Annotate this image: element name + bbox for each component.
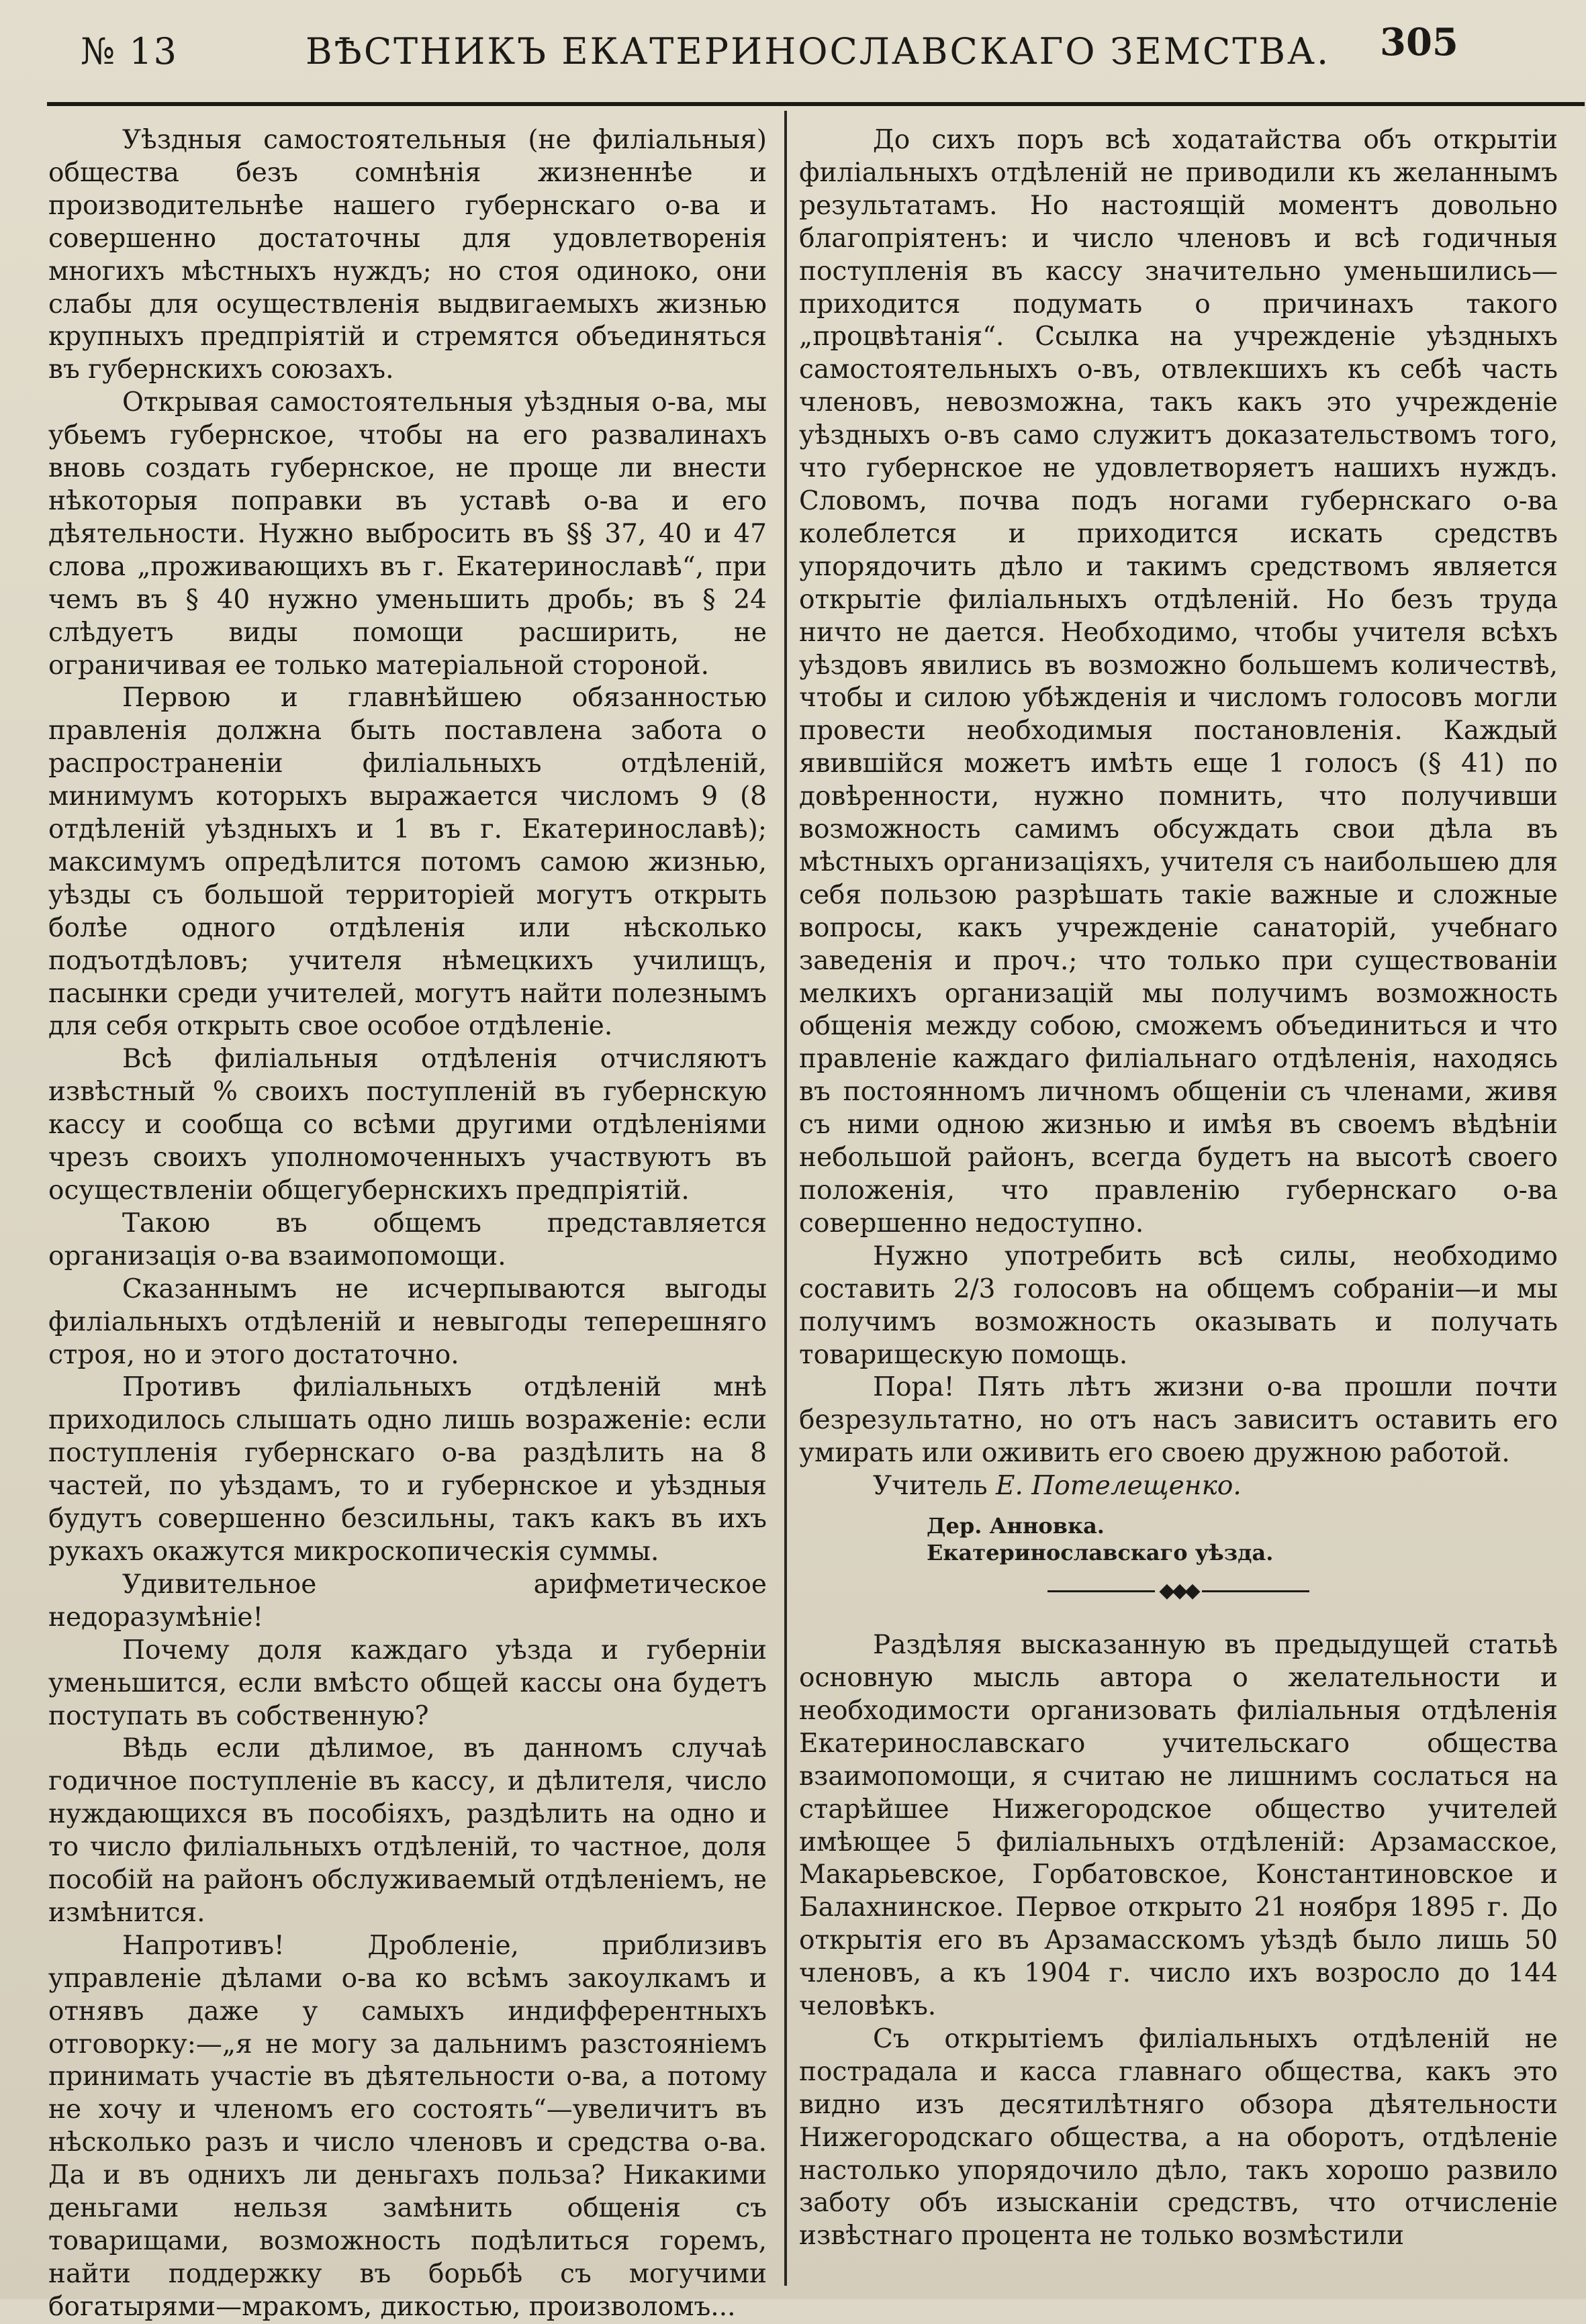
diamond-ornament-icon: ◆◆◆: [1159, 1578, 1198, 1602]
page-header: [0, 0, 1586, 101]
masthead-title: ВѢСТНИКЪ ЕКАТЕРИНОСЛАВСКАГО ЗЕМСТВА.: [306, 30, 1331, 72]
paragraph: Сказаннымъ не исчерпываются выгоды филіальныхъ отдѣленій и невыгоды теперешняго строя, но и этого достаточно.: [48, 1273, 767, 1370]
paragraph: Напротивъ! Дробленіе, приблизивъ управленіе дѣлами о-ва ко всѣмъ закоулкамъ и отнявъ даже у самыхъ индифферентныхъ отговорку:—„я не могу за дальнимъ разстояніемъ принимать участіе въ дѣятельности о-ва, а потому не хочу и членомъ его состоять“—увеличитъ въ нѣсколько разъ и число членовъ и средства о-ва. Да и въ однихъ ли деньгахъ польза? Никакими деньгами нельзя замѣнить общенія съ товарищами, возможность подѣлиться горемъ, найти поддержку въ борьбѣ съ могучими богатырями—мракомъ, дикостью, произволомъ...: [48, 1930, 767, 2322]
paragraph: Съ открытіемъ филіальныхъ отдѣленій не пострадала и касса главнаго общества, какъ это видно изъ десятилѣтняго обзора дѣятельности Нижегородскаго общества, а на оборотъ, отдѣленіе настолько упорядочило дѣло, такъ хорошо развило заботу объ изысканіи средствъ, что отчисленіе извѣстнаго процента не только возмѣстили: [799, 2023, 1558, 2252]
left-column: [48, 124, 767, 2324]
paragraph: Вѣдь если дѣлимое, въ данномъ случаѣ годичное поступленіе въ кассу, и дѣлителя, число нуждающихся въ пособіяхъ, раздѣлить на одно и то число филіальныхъ отдѣленій, то частное, доля пособій на районъ обслуживаемый отдѣленіемъ, не измѣнится.: [48, 1733, 767, 1928]
paragraph: Первою и главнѣйшею обязанностью правленія должна быть поставлена забота о распространеніи филіальныхъ отдѣленій, минимумъ которыхъ выражается числомъ 9 (8 отдѣленій уѣздныхъ и 1 въ г. Екатеринославѣ); максимумъ опредѣлится потомъ самою жизнью, уѣзды съ большой территоріей могутъ открыть болѣе одного отдѣленія или нѣсколько подъотдѣловъ; учителя нѣмецкихъ училищъ, пасынки среди учителей, могутъ найти полезнымъ для себя открыть свое особое отдѣленіе.: [48, 683, 767, 1042]
author-signature: [799, 1470, 1558, 1503]
section-ornament: [799, 1578, 1558, 1602]
paragraph: Пора! Пять лѣтъ жизни о-ва прошли почти безрезультатно, но отъ насъ зависитъ оставить его умирать или оживить его своею дружною работой.: [799, 1372, 1558, 1469]
ornament-line: [1202, 1590, 1309, 1592]
dateline-village: Дер. Анновка.: [927, 1513, 1105, 1539]
paragraph: Удивительное арифметическое недоразумѣніе!: [48, 1569, 767, 1633]
paragraph: Почему доля каждаго уѣзда и губерніи уменьшится, если вмѣсто общей кассы она будетъ поступать въ собственную?: [48, 1635, 767, 1731]
paragraph: Открывая самостоятельныя уѣздныя о-ва, мы убьемъ губернское, чтобы на его развалинахъ вновь создать губернское, не проще ли внести нѣкоторыя поправки въ уставѣ о-ва и его дѣятельности. Нужно выбросить въ §§ 37, 40 и 47 слова „проживающихъ въ г. Екатеринославѣ“, при чемъ въ § 40 нужно уменьшить дробь; въ § 24 слѣдуетъ виды помощи расширить, не ограничивая ее только матеріальной стороной.: [48, 387, 767, 681]
paragraph: Противъ филіальныхъ отдѣленій мнѣ приходилось слышать одно лишь возраженіе: если поступленія губернскаго о-ва раздѣлить на 8 частей, по уѣздамъ, то и губернское и уѣздныя будутъ совершенно безсильны, такъ какъ въ ихъ рукахъ окажутся микроскопическія суммы.: [48, 1372, 767, 1567]
issue-number: № 13: [81, 30, 178, 72]
dateline-district: Екатеринославскаго уѣзда.: [927, 1540, 1274, 1566]
dateline: [799, 1512, 1558, 1566]
paragraph: До сихъ поръ всѣ ходатайства объ открытіи филіальныхъ отдѣленій не приводили къ желаннымъ результатамъ. Но настоящій моментъ довольно благопріятенъ: и число членовъ и всѣ годичныя поступленія въ кассу значительно уменьшились—приходится подумать о причинахъ такого „процвѣтанія“. Ссылка на учрежденіе уѣздныхъ самостоятельныхъ о-въ, отвлекшихъ къ себѣ часть членовъ, невозможна, такъ какъ это учрежденіе уѣздныхъ о-въ само служитъ доказательствомъ того, что губернское не удовлетворяетъ нашихъ нуждъ. Словомъ, почва подъ ногами губернскаго о-ва колеблется и приходится искать средствъ упорядочить дѣло и такимъ средствомъ является открытіе филіальныхъ отдѣленій. Но безъ труда ничто не дается. Необходимо, чтобы учителя всѣхъ уѣздовъ явились въ возможно большемъ количествѣ, чтобы и силою убѣжденія и числомъ голосовъ могли провести необходимыя постановленія. Каждый явившійся можетъ имѣть еще 1 голосъ (§ 41) по довѣренности, нужно помнить, что получивши возможность самимъ обсуждать свои дѣла въ мѣстныхъ организаціяхъ, учителя съ наибольшею для себя пользою разрѣшать такіе важные и сложные вопросы, какъ учрежденіе санаторій, учебнаго заведенія и проч.; что только при существованіи мелкихъ организацій мы получимъ возможность общенія между собою, сможемъ объединиться и что правленіе каждаго филіальнаго отдѣленія, находясь въ постоянномъ личномъ общеніи съ членами, живя съ ними одною жизнью и имѣя въ своемъ вѣдѣніи небольшой районъ, всегда будетъ на высотѣ своего положенія, что правленію губернскаго о-ва совершенно недоступно.: [799, 125, 1558, 1239]
paragraph: Раздѣляя высказанную въ предыдущей статьѣ основную мысль автора о желательности и необходимости организовать филіальныя отдѣленія Екатеринославскаго учительскаго общества взаимопомощи, я считаю не лишнимъ сослаться на старѣйшее Нижегородское общество учителей имѣющее 5 филіальныхъ отдѣленій: Арзамасское, Макарьевское, Горбатовское, Константиновское и Балахнинское. Первое открыто 21 ноября 1895 г. До открытія его въ Арзамасскомъ уѣздѣ было лишь 50 членовъ, а къ 1904 г. число ихъ возросло до 144 человѣкъ.: [799, 1630, 1558, 2022]
ornament-line: [1047, 1590, 1155, 1592]
signature-prefix: Учитель: [873, 1471, 996, 1502]
paragraph: Всѣ филіальныя отдѣленія отчисляютъ извѣстный % своихъ поступленій въ губернскую кассу и сообща со всѣми другими отдѣленіями чрезъ своихъ уполномоченныхъ участвуютъ въ осуществленіи общегубернскихъ предпріятій.: [48, 1044, 767, 1206]
signature-name: Е. Потелещенко.: [996, 1471, 1242, 1502]
column-divider: [784, 111, 787, 2286]
right-column: [799, 124, 1558, 2253]
header-rule: [47, 102, 1585, 106]
paragraph: Нужно употребить всѣ силы, необходимо составить 2/3 голосовъ на общемъ собраніи—и мы получимъ возможность оказывать и получать товарищескую помощь.: [799, 1241, 1558, 1370]
paragraph: Такою въ общемъ представляется организація о-ва взаимопомощи.: [48, 1208, 767, 1271]
paragraph: Уѣздныя самостоятельныя (не филіальныя) общества безъ сомнѣнія жизненнѣе и производительнѣе нашего губернскаго о-ва и совершенно достаточны для удовлетворенія многихъ мѣстныхъ нуждъ; но стоя одиноко, они слабы для осуществленія выдвигаемыхъ жизнью крупныхъ предпріятій и стремятся объединяться въ губернскихъ союзахъ.: [48, 125, 767, 385]
page-number: 305: [1380, 20, 1458, 64]
